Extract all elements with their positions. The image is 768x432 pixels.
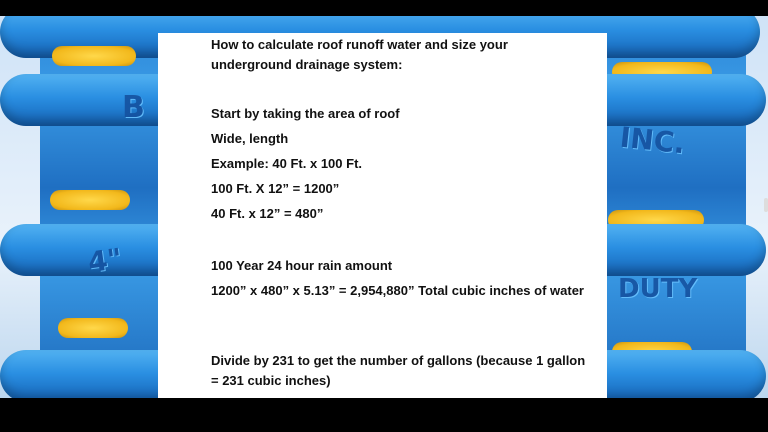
slide-heading: How to calculate roof runoff water and size your underground drainage system: bbox=[211, 37, 508, 72]
slide-line: 40 Ft. x 12” = 480” bbox=[211, 206, 324, 221]
embossed-letter: B bbox=[122, 90, 145, 125]
slide-line: Wide, length bbox=[211, 131, 289, 146]
slide-line: 100 Year 24 hour rain amount bbox=[211, 258, 393, 273]
edge-indicator-icon bbox=[764, 198, 768, 212]
letterbox-bottom bbox=[0, 398, 768, 432]
slide-line: Example: 40 Ft. x 100 Ft. bbox=[211, 156, 363, 171]
yellow-slot bbox=[50, 190, 130, 210]
yellow-slot bbox=[58, 318, 128, 338]
embossed-letter: 4" bbox=[85, 241, 125, 280]
embossed-letter: DUTY bbox=[618, 274, 698, 304]
slide-panel bbox=[158, 33, 607, 398]
yellow-slot bbox=[52, 46, 136, 66]
embossed-letter: INC. bbox=[618, 120, 687, 161]
slide-line: 1200” x 480” x 5.13” = 2,954,880” Total cubic inches of water bbox=[211, 283, 584, 298]
slide-line: 100 Ft. X 12” = 1200” bbox=[211, 181, 340, 196]
slide-line: Start by taking the area of roof bbox=[211, 106, 400, 121]
slide-line: Divide by 231 to get the number of gallons (because 1 gallon = 231 cubic inches) bbox=[211, 353, 586, 388]
